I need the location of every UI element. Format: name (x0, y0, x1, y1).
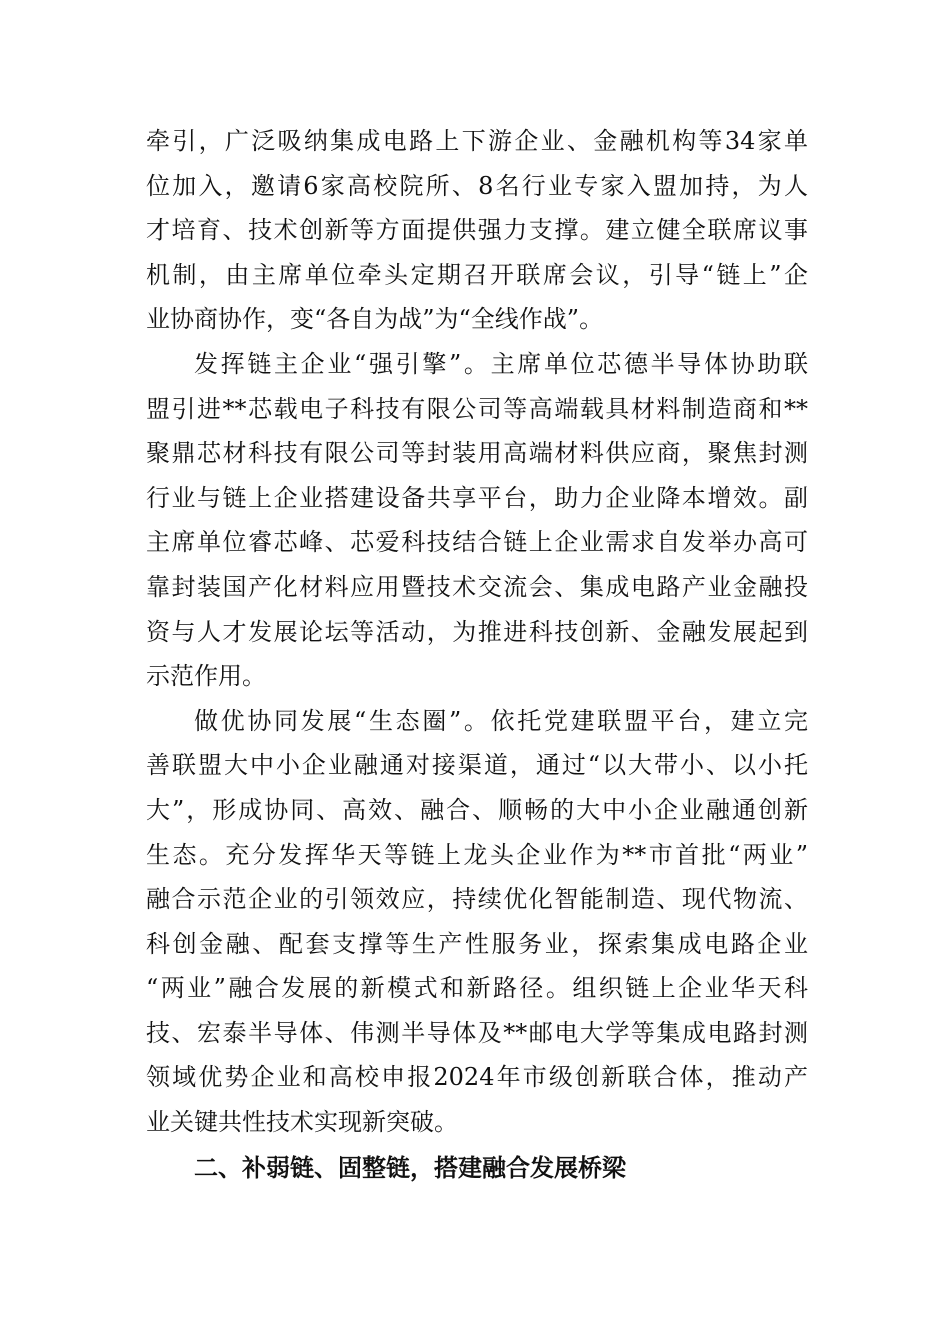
text-line: 做优协同发展“生态圈”。依托党建联盟平台，建立完 (194, 706, 808, 735)
text-line: 生态。充分发挥华天等链上龙头企业作为**市首批“两业” (146, 840, 808, 869)
paragraph (146, 699, 808, 1145)
paragraph (146, 342, 808, 699)
paragraph (146, 119, 808, 342)
text-line: 行业与链上企业搭建设备共享平台，助力企业降本增效。副 (146, 483, 808, 512)
text-line: 业协商协作，变“各自为战”为“全线作战”。 (146, 305, 604, 334)
text-line: 主席单位睿芯峰、芯爱科技结合链上企业需求自发举办高可 (146, 528, 808, 557)
text-line: 善联盟大中小企业融通对接渠道，通过“以大带小、以小托 (146, 751, 808, 780)
section-heading: 二、补弱链、固整链，搭建融合发展桥梁 (194, 1154, 626, 1182)
text-line: 资与人才发展论坛等活动，为推进科技创新、金融发展起到 (146, 617, 808, 646)
text-line: 融合示范企业的引领效应，持续优化智能制造、现代物流、 (146, 885, 808, 914)
text-line: 机制，由主席单位牵头定期召开联席会议，引导“链上”企 (146, 260, 808, 289)
text-line: 位加入，邀请6家高校院所、8名行业专家入盟加持，为人 (146, 171, 808, 200)
text-line: 技、宏泰半导体、伟测半导体及**邮电大学等集成电路封测 (146, 1018, 808, 1047)
text-line: 发挥链主企业“强引擎”。主席单位芯德半导体协助联 (194, 349, 808, 378)
text-line: 盟引进**芯载电子科技有限公司等高端载具材料制造商和** (146, 394, 808, 423)
text-line: “两业”融合发展的新模式和新路径。组织链上企业华天科 (146, 974, 808, 1003)
text-line: 才培育、技术创新等方面提供强力支撑。建立健全联席议事 (146, 216, 808, 245)
text-line: 示范作用。 (146, 662, 266, 691)
text-line: 大”，形成协同、高效、融合、顺畅的大中小企业融通创新 (146, 795, 808, 824)
text-line: 聚鼎芯材科技有限公司等封装用高端材料供应商，聚焦封测 (146, 439, 808, 468)
text-line: 靠封装国产化材料应用暨技术交流会、集成电路产业金融投 (146, 572, 808, 601)
text-line: 业关键共性技术实现新突破。 (146, 1108, 458, 1137)
body-text (146, 119, 808, 1145)
text-line: 牵引，广泛吸纳集成电路上下游企业、金融机构等34家单 (146, 127, 808, 155)
text-line: 领域优势企业和高校申报2024年市级创新联合体，推动产 (146, 1063, 808, 1092)
text-line: 科创金融、配套支撑等生产性服务业，探索集成电路企业 (146, 929, 808, 958)
